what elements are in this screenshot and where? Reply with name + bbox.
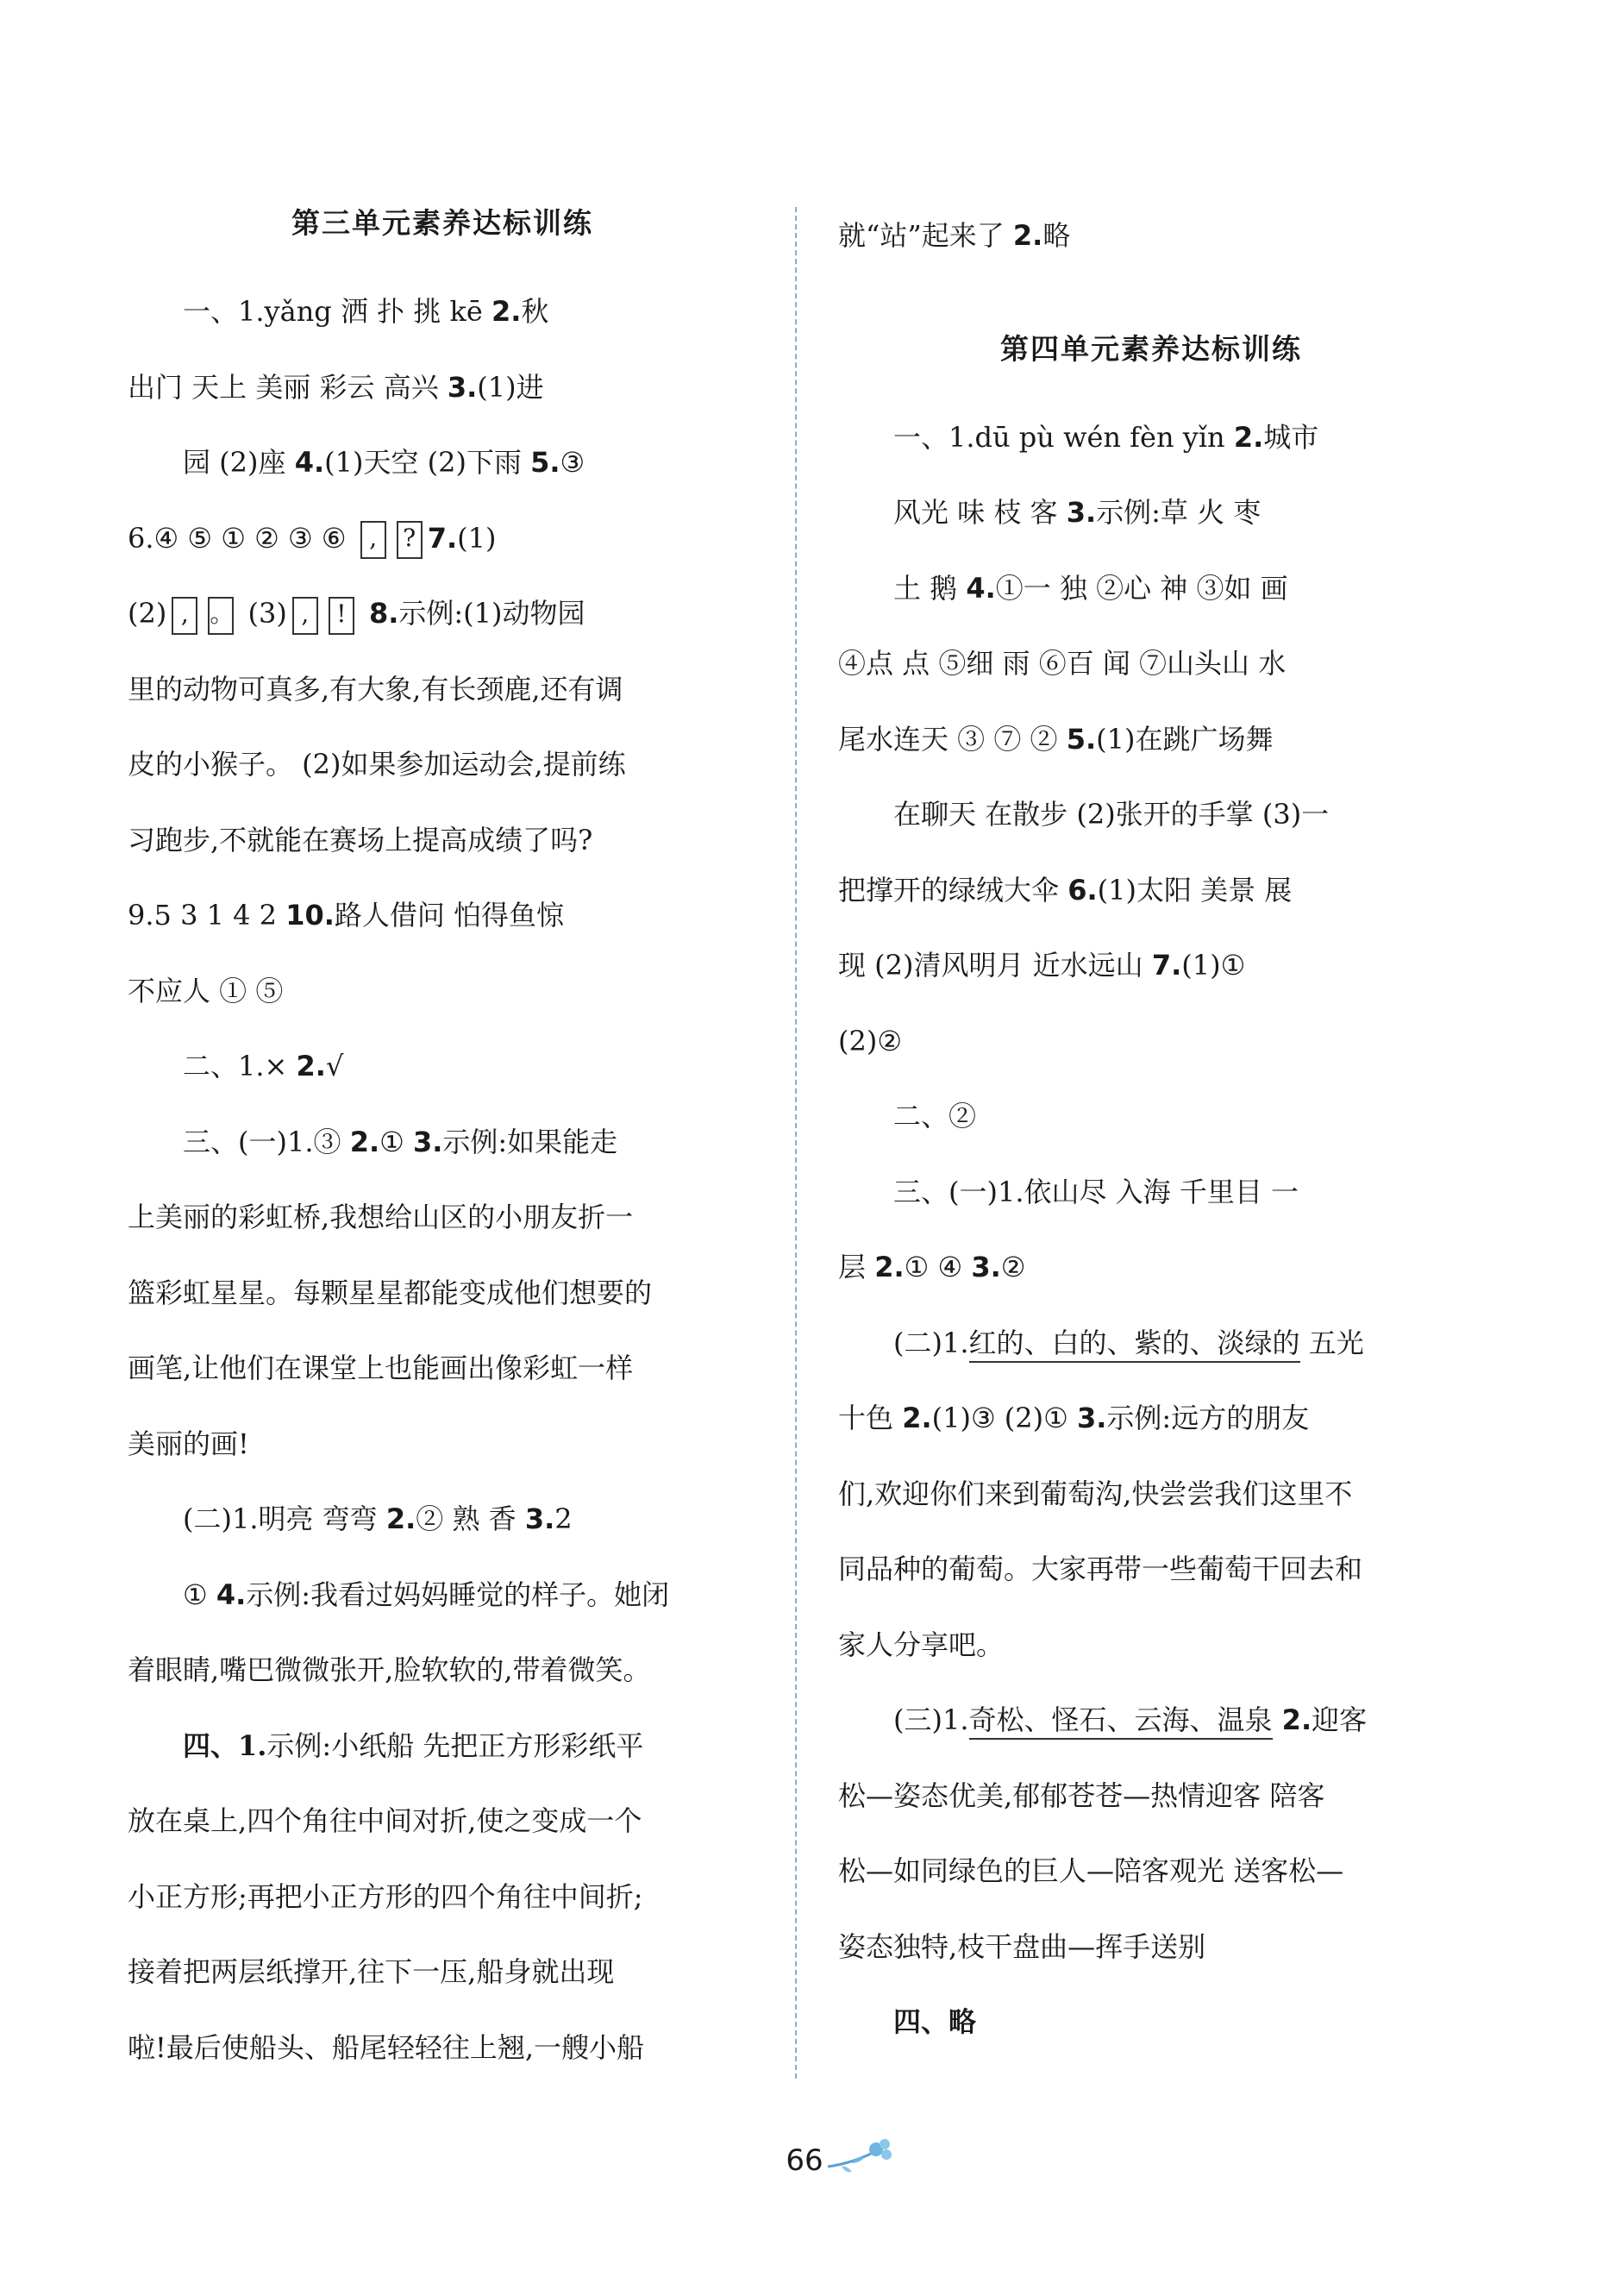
answer-text: 十色 [838, 1402, 903, 1434]
answer-line [128, 1180, 757, 1256]
answer-text: 美丽的画! [128, 1427, 249, 1460]
answer-line [128, 1256, 757, 1332]
answer-text: 土 鹅 [893, 571, 967, 605]
answer-line [838, 1834, 1464, 1910]
question-number: 2. [491, 295, 522, 328]
answer-line [128, 1860, 757, 1935]
answer-text: 松—如同绿色的巨人—陪客观光 送客松— [838, 1854, 1344, 1887]
answer-text: (1)① [1181, 949, 1246, 982]
answer-text: 着眼睛,嘴巴微微张开,脸软软的,带着微笑。 [128, 1653, 651, 1686]
answer-text: 家人分享吧。 [838, 1628, 1005, 1661]
answer-text: (1)太阳 美景 展 [1097, 873, 1293, 906]
answer-text: 上美丽的彩虹桥,我想给山区的小朋友折一 [128, 1201, 634, 1233]
answer-text: 路人借问 怕得鱼惊 [334, 899, 565, 932]
answer-line [128, 954, 757, 1030]
punctuation-box: , [360, 521, 386, 559]
answer-line [128, 1331, 757, 1407]
answer-text: 2 [554, 1502, 573, 1535]
answer-text: 6.④ ⑤ ① ② ③ ⑥ [128, 521, 355, 555]
answer-text: ① [183, 1578, 216, 1611]
question-number: 2. [385, 1502, 416, 1535]
answer-text: 篮彩虹星星。每颗星星都能变成他们想要的 [128, 1276, 653, 1309]
answer-text: 出门 天上 美丽 彩云 高兴 [128, 370, 448, 404]
answer-line [128, 501, 757, 577]
answer-text: 二、② [893, 1100, 977, 1132]
answer-text: (3) [239, 597, 287, 630]
answer-text: 略 [1042, 219, 1071, 252]
answer-text: (1) [457, 521, 497, 555]
answer-line [838, 1306, 1464, 1382]
answer-text: 皮的小猴子。 (2)如果参加运动会,提前练 [128, 748, 626, 781]
question-number: 4. [294, 446, 325, 479]
answer-line [128, 425, 757, 501]
answer-line [838, 1457, 1464, 1533]
answer-line [838, 626, 1464, 702]
answer-text: 姿态独特,枝干盘曲—挥手送别 [838, 1929, 1206, 1963]
answer-text: 三、(一)1.③ [183, 1125, 350, 1158]
answer-text: 秋 [521, 295, 549, 328]
answer-text: 示例:远方的朋友 [1106, 1402, 1310, 1434]
answer-text: 风光 味 枝 客 [893, 496, 1067, 529]
answer-text: 小正方形;再把小正方形的四个角往中间折; [128, 1879, 643, 1913]
answer-line [838, 1155, 1464, 1231]
answer-line [838, 475, 1464, 551]
answer-text: 一、1.dū pù wén fèn yǐn [893, 420, 1234, 454]
answer-text: 在聊天 在散步 (2)张开的手掌 (3)一 [893, 798, 1330, 831]
answer-text: 三、(一)1.依山尽 入海 千里目 一 [893, 1175, 1299, 1208]
answer-text: (二)1.明亮 弯弯 [183, 1502, 386, 1535]
answer-line [128, 727, 757, 803]
punctuation-box: 。 [208, 597, 234, 635]
punctuation-box: , [172, 597, 197, 635]
answer-text: (1)在跳广场舞 [1096, 722, 1274, 756]
question-number: 3. [1066, 496, 1097, 529]
answer-text: 示例:草 火 枣 [1096, 496, 1262, 529]
question-number: 4. [966, 571, 996, 605]
answer-line [128, 878, 757, 954]
answer-line [838, 1381, 1464, 1457]
answer-line [838, 1608, 1464, 1684]
column-divider [795, 207, 797, 2079]
question-number: 7. [427, 521, 458, 555]
answer-line [128, 576, 757, 652]
answer-line [838, 400, 1464, 476]
answer-text: ② [1000, 1251, 1026, 1283]
question-number: 10. [285, 899, 335, 932]
answer-text: (1)③ (2)① [931, 1402, 1077, 1434]
answer-line [128, 1633, 757, 1709]
answer-text: 不应人 ① ⑤ [128, 974, 284, 1007]
answer-text: 现 (2)清风明月 近水远山 [838, 949, 1152, 982]
answer-line [838, 853, 1464, 929]
answer-line [128, 1784, 757, 1860]
answer-line [128, 1709, 757, 1785]
answer-text: 园 (2)座 [183, 446, 295, 479]
answer-text: 二、1.× [183, 1050, 297, 1082]
answer-line [838, 198, 1464, 274]
answer-text: ③ [560, 446, 585, 479]
answer-text: 五光 [1299, 1326, 1364, 1359]
answer-line [838, 1759, 1464, 1835]
answer-line [128, 1029, 757, 1105]
punctuation-box: , [292, 597, 318, 635]
question-number: 3. [524, 1502, 555, 1535]
answer-text: 松—姿态优美,郁郁苍苍—热情迎客 陪客 [838, 1778, 1325, 1812]
question-number: 2. [1233, 420, 1264, 454]
question-number: 5. [1066, 722, 1097, 756]
answer-text: (1)进 [477, 370, 544, 404]
answer-line [128, 652, 757, 728]
answer-text: 迎客 [1312, 1703, 1368, 1736]
answer-line [128, 274, 757, 350]
answer-text: 就“站”起来了 [838, 219, 1013, 252]
unit-three-title: 第三单元素养达标训练 [291, 206, 593, 240]
punctuation-box: ! [329, 597, 354, 635]
answer-text: 习跑步,不就能在赛场上提高成绩了吗? [128, 823, 593, 856]
answer-line [128, 1558, 757, 1634]
question-number: 2. [902, 1402, 932, 1434]
left-answer-lines [128, 274, 757, 2086]
answer-text: 9.5 3 1 4 2 [128, 899, 286, 932]
answer-line [128, 1482, 757, 1558]
answer-text: 示例:小纸船 先把正方形彩纸平 [266, 1728, 644, 1762]
answer-line [128, 1105, 757, 1181]
question-number: 6. [1067, 873, 1098, 906]
answer-line [838, 1079, 1464, 1155]
answer-text: √ [325, 1050, 344, 1082]
question-number: 2. [1272, 1703, 1312, 1736]
question-number: 3. [447, 370, 478, 404]
answer-text: 们,欢迎你们来到葡萄沟,快尝尝我们这里不 [838, 1477, 1353, 1510]
answer-text: (二)1. [893, 1326, 969, 1359]
answer-line [838, 702, 1464, 778]
left-column [128, 198, 757, 2086]
question-number: 8. [359, 597, 399, 630]
answer-line [838, 777, 1464, 853]
question-number: 2. [349, 1125, 380, 1158]
answer-line [128, 1935, 757, 2011]
answer-text: 四、1. [183, 1728, 267, 1762]
question-number: 3. [412, 1125, 443, 1158]
answer-text: 放在桌上,四个角往中间对折,使之变成一个 [128, 1804, 642, 1837]
answer-text: ② 熟 香 [416, 1502, 525, 1535]
answer-text: 同品种的葡萄。大家再带一些葡萄干回去和 [838, 1553, 1363, 1585]
answer-text: 一、1.yǎng 洒 扑 挑 kē [183, 295, 491, 328]
question-number: 7. [1151, 949, 1182, 982]
answer-text: 示例:如果能走 [442, 1125, 618, 1158]
answer-line [128, 1407, 757, 1483]
answer-text: 把撑开的绿绒大伞 [838, 873, 1068, 906]
question-number: 2. [1012, 219, 1043, 252]
question-number: 3. [971, 1251, 1001, 1283]
question-number: 3. [1076, 1402, 1107, 1434]
page-number: 66 [786, 2143, 823, 2178]
answer-line [128, 350, 757, 426]
answer-line [838, 1683, 1464, 1759]
answer-text: (2) [128, 597, 167, 630]
answer-text: 画笔,让他们在课堂上也能画出像彩虹一样 [128, 1352, 634, 1384]
answer-line [128, 2011, 757, 2086]
answer-text: (1)天空 (2)下雨 [324, 446, 531, 479]
answer-text: ① ④ [904, 1251, 972, 1283]
answer-text: 城市 [1263, 420, 1319, 454]
right-column [838, 198, 1464, 2061]
answer-text: 啦!最后使船头、船尾轻轻往上翘,一艘小船 [128, 2030, 645, 2064]
answer-line [838, 1230, 1464, 1306]
answer-line [838, 1985, 1464, 2061]
answer-text: (2)② [838, 1024, 903, 1057]
question-number: 2. [874, 1251, 905, 1283]
answer-text: 层 [838, 1251, 875, 1283]
answer-line [838, 551, 1464, 627]
answer-text: 示例:我看过妈妈睡觉的样子。她闭 [246, 1578, 670, 1611]
answer-line [128, 803, 757, 879]
answer-text: ① [379, 1125, 413, 1158]
answer-text: 四、略 [893, 2005, 977, 2038]
answer-line [838, 1004, 1464, 1080]
answer-text: ①一 独 ②心 神 ③如 画 [995, 571, 1288, 605]
answer-line [838, 928, 1464, 1004]
underlined-answer: 奇松、怪石、云海、温泉 [969, 1703, 1273, 1740]
answer-text: ④点 点 ⑤细 雨 ⑥百 闻 ⑦山头山 水 [838, 647, 1287, 680]
underlined-answer: 红的、白的、紫的、淡绿的 [969, 1327, 1300, 1363]
answer-line [838, 1910, 1464, 1985]
unit-four-title: 第四单元素养达标训练 [1000, 331, 1302, 366]
question-number: 5. [530, 446, 560, 479]
answer-text: 里的动物可真多,有大象,有长颈鹿,还有调 [128, 672, 623, 706]
answer-text: (三)1. [893, 1703, 969, 1736]
right-answer-lines [838, 400, 1464, 2061]
question-number: 4. [216, 1578, 247, 1611]
answer-text: 示例:(1)动物园 [398, 597, 585, 630]
answer-text: 尾水连天 ③ ⑦ ② [838, 722, 1067, 756]
answer-line [838, 1532, 1464, 1608]
punctuation-box: ? [397, 521, 423, 559]
flower-ornament-icon [826, 2137, 895, 2175]
question-number: 2. [296, 1050, 326, 1082]
answer-text: 接着把两层纸撑开,往下一压,船身就出现 [128, 1955, 615, 1988]
